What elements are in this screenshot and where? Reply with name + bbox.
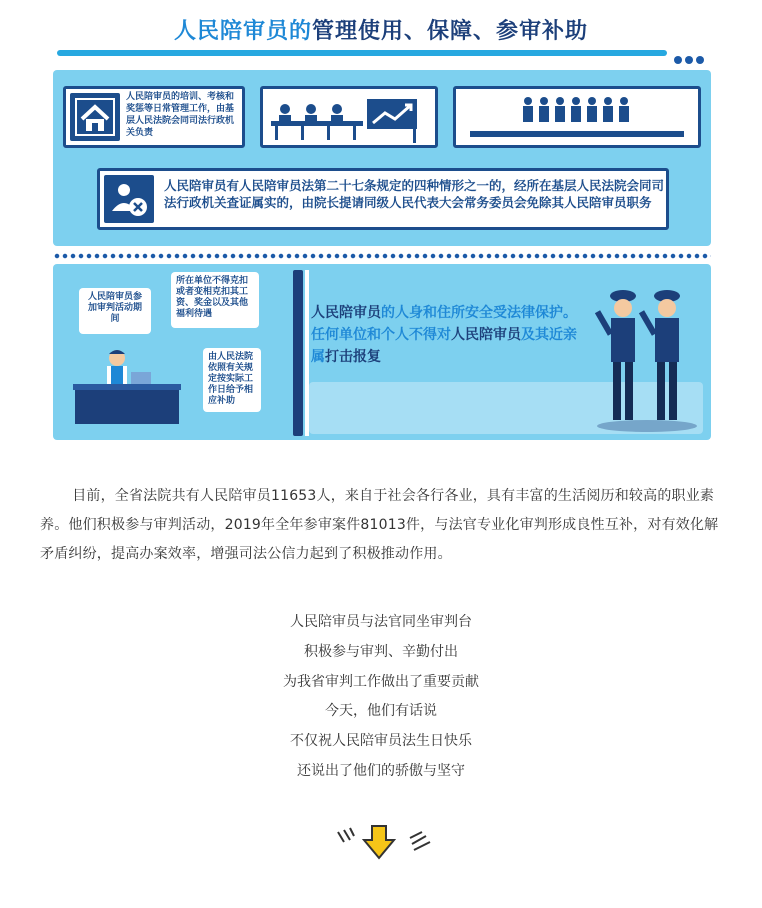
- centered-line: 积极参与审判、辛勤付出: [304, 643, 458, 660]
- centered-line: 人民陪审员与法官同坐审判台: [290, 614, 472, 630]
- police-officers-icon: [595, 288, 699, 434]
- people-row-icon: [456, 89, 698, 145]
- dotted-separator: [53, 253, 711, 259]
- speech-bubble-3: 由人民法院依照有关规定按实际工作日给予相应补助: [203, 348, 261, 412]
- management-panel: [53, 70, 711, 246]
- remove-person-icon: [104, 175, 154, 223]
- training-box: [63, 86, 245, 148]
- centered-line: 还说出了他们的骄傲与坚守: [297, 762, 465, 779]
- judge-desk-icon: [73, 346, 183, 426]
- divider-bar: [293, 270, 303, 436]
- people-box: [453, 86, 701, 148]
- title-dots: [674, 49, 707, 68]
- training-text: 人民陪审员的培训、考核和奖惩等日常管理工作，由基层人民法院会同司法行政机关负责: [126, 92, 235, 138]
- title-part-2: 管理使用、保障、参审补助: [312, 19, 589, 44]
- centered-line: 今天，他们有话说: [325, 703, 437, 720]
- centered-line: 不仅祝人民陪审员法生日快乐: [290, 733, 472, 750]
- removal-text: 人民陪审员有人民陪审员法第二十七条规定的四种情形之一的，经所在基层人民法院会同司法行政机关查证属实的，由院长提请同级人民代表大会常务委员会免除其人民陪审员职务: [164, 178, 665, 210]
- house-icon: [70, 93, 120, 141]
- removal-box: [97, 168, 669, 230]
- centered-line: 为我省审判工作做出了重要贡献: [283, 673, 479, 690]
- infographic: [0, 0, 762, 450]
- intro-paragraph: 目前，全省法院共有人民陪审员11653人，来自于社会各行各业，具有丰富的生活阅历和较高的职业素养。他们积极参与审判活动，2019年全年参审案件81013件，与法官专业化审判形成良性互补，对有效化解矛盾纠纷，提高办案效率，增强司法公信力起到了积极推动作用。: [40, 488, 719, 562]
- down-arrow-icon: [330, 822, 440, 862]
- centered-lines: [0, 608, 762, 787]
- title-part-1: 人民陪审员的: [173, 19, 312, 44]
- speech-bubble-1: 人民陪审员参加审判活动期间: [79, 288, 151, 334]
- protection-panel: [53, 264, 711, 440]
- infographic-title: [0, 14, 762, 54]
- speech-bubble-2: 所在单位不得克扣或者变相克扣其工资、奖金以及其他福利待遇: [171, 272, 259, 328]
- classroom-icon: [263, 89, 435, 145]
- protection-quote: 人民陪审员的人身和住所安全受法律保护。任何单位和个人不得对人民陪审员及其近亲属打击报复: [311, 305, 577, 365]
- classroom-box: [260, 86, 438, 148]
- title-underline: [57, 50, 667, 56]
